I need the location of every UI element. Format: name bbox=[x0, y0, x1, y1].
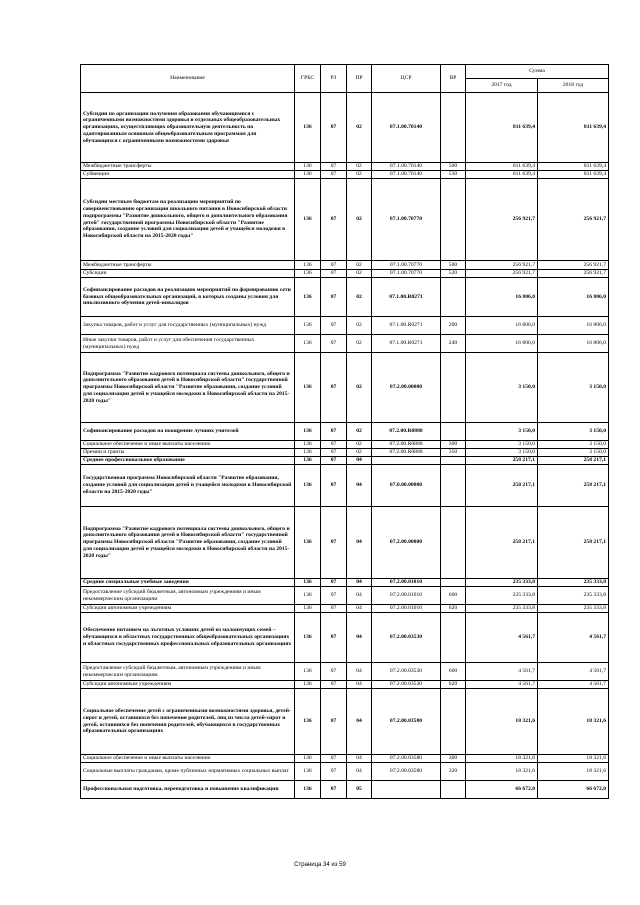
cell-grbs: 136 bbox=[295, 755, 321, 763]
cell-csr: 07.1.00.70140 bbox=[372, 163, 441, 171]
cell-rz: 07 bbox=[321, 457, 347, 465]
cell-name: Премии и гранты bbox=[81, 449, 295, 457]
cell-sum-2017: 3 150,0 bbox=[466, 423, 538, 441]
cell-rz: 07 bbox=[321, 465, 347, 507]
cell-vr: 620 bbox=[441, 605, 466, 613]
cell-grbs: 136 bbox=[295, 93, 321, 163]
cell-sum-2018: 4 561,7 bbox=[538, 613, 609, 663]
cell-rz: 07 bbox=[321, 441, 347, 449]
cell-name: Софинансирование расходов на поощрение лучших учителей bbox=[81, 423, 295, 441]
cell-grbs: 136 bbox=[295, 278, 321, 317]
cell-name: Субсидии по организации получения образования обучающимися с ограниченными возможностями здоровья в отдельных общеобразовательных организациях, осуществляющих образовательную деятельность по адаптированным основным общеобразовательным программам для обучающихся с ограниченными возможностями здоровья bbox=[81, 93, 295, 163]
cell-rz: 07 bbox=[321, 270, 347, 278]
cell-sum-2017: 256 921,7 bbox=[466, 261, 538, 270]
cell-name: Предоставление субсидий бюджетным, автономным учреждениям и иным некоммерческим организациям bbox=[81, 587, 295, 605]
cell-csr: 07.2.00.R0880 bbox=[372, 449, 441, 457]
cell-name: Предоставление субсидий бюджетным, автономным учреждениям и иным некоммерческим организациям bbox=[81, 663, 295, 681]
cell-pr: 02 bbox=[347, 179, 372, 261]
cell-grbs: 136 bbox=[295, 781, 321, 799]
cell-sum-2018: 16 806,0 bbox=[538, 278, 609, 317]
header-name: Наименование bbox=[81, 65, 295, 93]
cell-sum-2017: 3 150,0 bbox=[466, 353, 538, 423]
cell-pr: 04 bbox=[347, 605, 372, 613]
cell-pr: 02 bbox=[347, 93, 372, 163]
cell-rz: 07 bbox=[321, 353, 347, 423]
cell-grbs: 136 bbox=[295, 763, 321, 781]
header-sum: Сумма bbox=[466, 65, 609, 79]
cell-pr: 04 bbox=[347, 763, 372, 781]
cell-sum-2018: 16 806,0 bbox=[538, 317, 609, 335]
cell-name: Среднее профессиональное образование bbox=[81, 457, 295, 465]
cell-csr: 07.2.00.03580 bbox=[372, 755, 441, 763]
cell-rz: 07 bbox=[321, 689, 347, 755]
cell-sum-2018: 811 639,4 bbox=[538, 163, 609, 171]
cell-csr: 07.2.00.00000 bbox=[372, 353, 441, 423]
cell-sum-2017: 258 217,1 bbox=[466, 465, 538, 507]
cell-grbs: 136 bbox=[295, 441, 321, 449]
cell-pr: 02 bbox=[347, 441, 372, 449]
table-row bbox=[81, 317, 609, 335]
cell-sum-2017: 3 150,0 bbox=[466, 441, 538, 449]
cell-sum-2017: 811 639,4 bbox=[466, 93, 538, 163]
cell-vr: 320 bbox=[441, 763, 466, 781]
cell-sum-2018: 811 639,4 bbox=[538, 93, 609, 163]
cell-grbs: 136 bbox=[295, 261, 321, 270]
cell-rz: 07 bbox=[321, 93, 347, 163]
cell-vr: 600 bbox=[441, 663, 466, 681]
cell-grbs: 136 bbox=[295, 587, 321, 605]
cell-grbs: 136 bbox=[295, 317, 321, 335]
table-row bbox=[81, 441, 609, 449]
cell-sum-2017: 18 321,6 bbox=[466, 755, 538, 763]
cell-vr bbox=[441, 423, 466, 441]
cell-csr bbox=[372, 781, 441, 799]
cell-csr: 07.2.00.03530 bbox=[372, 681, 441, 689]
cell-csr: 07.2.00.01010 bbox=[372, 587, 441, 605]
cell-grbs: 136 bbox=[295, 613, 321, 663]
header-year-2017: 2017 год bbox=[466, 79, 538, 93]
cell-csr: 07.2.00.01010 bbox=[372, 605, 441, 613]
cell-name: Обеспечение питанием на льготных условиях детей из малоимущих семей – обучающихся в областных государственных общеобразовательных организациях и областных государственных профессиональных образовательных организациях bbox=[81, 613, 295, 663]
table-row bbox=[81, 261, 609, 270]
cell-rz: 07 bbox=[321, 423, 347, 441]
cell-sum-2018: 18 321,6 bbox=[538, 763, 609, 781]
cell-vr bbox=[441, 93, 466, 163]
cell-pr: 04 bbox=[347, 689, 372, 755]
cell-csr: 07.1.00.70140 bbox=[372, 93, 441, 163]
cell-rz: 07 bbox=[321, 163, 347, 171]
table-row bbox=[81, 449, 609, 457]
cell-vr: 600 bbox=[441, 587, 466, 605]
table-header bbox=[81, 65, 609, 93]
cell-grbs: 136 bbox=[295, 579, 321, 587]
cell-pr: 04 bbox=[347, 587, 372, 605]
cell-vr: 200 bbox=[441, 317, 466, 335]
cell-csr: 07.2.00.03530 bbox=[372, 663, 441, 681]
cell-grbs: 136 bbox=[295, 449, 321, 457]
cell-rz: 07 bbox=[321, 171, 347, 179]
cell-vr: 500 bbox=[441, 163, 466, 171]
cell-csr: 07.2.00.R0880 bbox=[372, 423, 441, 441]
cell-pr: 02 bbox=[347, 353, 372, 423]
cell-rz: 07 bbox=[321, 179, 347, 261]
cell-sum-2017: 811 639,4 bbox=[466, 163, 538, 171]
cell-rz: 07 bbox=[321, 261, 347, 270]
table-row bbox=[81, 163, 609, 171]
cell-name: Субсидии автономным учреждениям bbox=[81, 605, 295, 613]
cell-pr: 05 bbox=[347, 781, 372, 799]
cell-grbs: 136 bbox=[295, 423, 321, 441]
cell-sum-2017: 18 321,6 bbox=[466, 763, 538, 781]
table-row bbox=[81, 663, 609, 681]
cell-name: Закупка товаров, работ и услуг для государственных (муниципальных) нужд bbox=[81, 317, 295, 335]
cell-rz: 07 bbox=[321, 579, 347, 587]
header-year-2018: 2018 год bbox=[538, 79, 609, 93]
cell-vr: 500 bbox=[441, 261, 466, 270]
cell-sum-2017: 4 561,7 bbox=[466, 681, 538, 689]
cell-rz: 07 bbox=[321, 317, 347, 335]
cell-pr: 02 bbox=[347, 278, 372, 317]
table-row bbox=[81, 278, 609, 317]
cell-name: Иные закупки товаров, работ и услуг для обеспечения государственных (муниципальных) нужд bbox=[81, 335, 295, 353]
header-vr: ВР bbox=[441, 65, 466, 93]
cell-name: Субсидии автономным учреждениям bbox=[81, 681, 295, 689]
cell-sum-2017: 258 217,1 bbox=[466, 457, 538, 465]
table-row bbox=[81, 270, 609, 278]
cell-vr bbox=[441, 781, 466, 799]
cell-sum-2018: 258 217,1 bbox=[538, 457, 609, 465]
cell-sum-2018: 235 333,8 bbox=[538, 579, 609, 587]
cell-sum-2018: 66 672,0 bbox=[538, 781, 609, 799]
cell-vr bbox=[441, 465, 466, 507]
cell-sum-2017: 256 921,7 bbox=[466, 270, 538, 278]
cell-vr bbox=[441, 613, 466, 663]
cell-name: Социальное обеспечение и иные выплаты населению bbox=[81, 755, 295, 763]
header-rz: РЗ bbox=[321, 65, 347, 93]
cell-sum-2017: 3 150,0 bbox=[466, 449, 538, 457]
cell-csr: 07.1.00.R0271 bbox=[372, 335, 441, 353]
cell-sum-2017: 66 672,0 bbox=[466, 781, 538, 799]
table-row bbox=[81, 93, 609, 163]
cell-sum-2018: 258 217,1 bbox=[538, 465, 609, 507]
budget-table-container bbox=[80, 64, 608, 799]
table-row bbox=[81, 763, 609, 781]
cell-name: Субсидии местным бюджетам на реализацию мероприятий по совершенствованию организации школьного питания в Новосибирской области подпрограммы "Развитие дошкольного, общего и дополнительного образования детей" государственной программы Новосибирской области "Развитие образования, создание условий для социализации детей и учащейся молодежи в Новосибирской области на 2015-2020 годы" bbox=[81, 179, 295, 261]
cell-csr bbox=[372, 457, 441, 465]
cell-csr: 07.2.00.03580 bbox=[372, 763, 441, 781]
table-row bbox=[81, 781, 609, 799]
table-row bbox=[81, 613, 609, 663]
cell-grbs: 136 bbox=[295, 270, 321, 278]
cell-grbs: 136 bbox=[295, 179, 321, 261]
cell-grbs: 136 bbox=[295, 353, 321, 423]
table-row bbox=[81, 605, 609, 613]
cell-sum-2018: 256 921,7 bbox=[538, 270, 609, 278]
cell-vr bbox=[441, 579, 466, 587]
cell-csr: 07.2.00.01010 bbox=[372, 579, 441, 587]
cell-pr: 04 bbox=[347, 507, 372, 579]
cell-vr bbox=[441, 353, 466, 423]
cell-grbs: 136 bbox=[295, 681, 321, 689]
table-row bbox=[81, 587, 609, 605]
cell-sum-2017: 16 806,0 bbox=[466, 335, 538, 353]
cell-name: Межбюджетные трансферты bbox=[81, 163, 295, 171]
cell-rz: 07 bbox=[321, 781, 347, 799]
page-footer: Страница 34 из 59 bbox=[294, 862, 346, 868]
cell-name: Софинансирование расходов на реализацию мероприятий по формированию сети базовых общеобразовательных организаций, в которых созданы условия для инклюзивного обучения детей-инвалидов bbox=[81, 278, 295, 317]
cell-sum-2018: 256 921,7 bbox=[538, 179, 609, 261]
cell-csr: 07.1.00.70140 bbox=[372, 171, 441, 179]
cell-sum-2017: 235 333,8 bbox=[466, 587, 538, 605]
cell-name: Межбюджетные трансферты bbox=[81, 261, 295, 270]
cell-pr: 04 bbox=[347, 663, 372, 681]
cell-sum-2018: 3 150,0 bbox=[538, 353, 609, 423]
cell-name: Средние специальные учебные заведения bbox=[81, 579, 295, 587]
cell-vr bbox=[441, 457, 466, 465]
cell-sum-2018: 235 333,8 bbox=[538, 605, 609, 613]
cell-csr: 07.1.00.70770 bbox=[372, 179, 441, 261]
cell-vr: 240 bbox=[441, 335, 466, 353]
cell-sum-2018: 3 150,0 bbox=[538, 441, 609, 449]
cell-pr: 02 bbox=[347, 261, 372, 270]
table-row bbox=[81, 353, 609, 423]
cell-name: Социальное обеспечение и иные выплаты населению bbox=[81, 441, 295, 449]
table-row bbox=[81, 171, 609, 179]
cell-rz: 07 bbox=[321, 335, 347, 353]
cell-name: Субвенции bbox=[81, 171, 295, 179]
cell-sum-2017: 4 561,7 bbox=[466, 663, 538, 681]
cell-sum-2018: 18 321,6 bbox=[538, 689, 609, 755]
cell-rz: 07 bbox=[321, 587, 347, 605]
header-pr: ПР bbox=[347, 65, 372, 93]
cell-rz: 07 bbox=[321, 763, 347, 781]
table-row bbox=[81, 755, 609, 763]
table-row bbox=[81, 681, 609, 689]
cell-sum-2017: 16 806,0 bbox=[466, 278, 538, 317]
cell-csr: 07.2.00.03530 bbox=[372, 613, 441, 663]
cell-rz: 07 bbox=[321, 605, 347, 613]
table-row bbox=[81, 465, 609, 507]
cell-pr: 02 bbox=[347, 171, 372, 179]
cell-sum-2018: 256 921,7 bbox=[538, 261, 609, 270]
cell-csr: 07.1.00.R0271 bbox=[372, 278, 441, 317]
header-csr: ЦСР bbox=[372, 65, 441, 93]
cell-rz: 07 bbox=[321, 755, 347, 763]
cell-vr: 300 bbox=[441, 441, 466, 449]
cell-sum-2018: 258 217,1 bbox=[538, 507, 609, 579]
cell-sum-2018: 18 321,6 bbox=[538, 755, 609, 763]
cell-csr: 07.1.00.70770 bbox=[372, 270, 441, 278]
cell-grbs: 136 bbox=[295, 689, 321, 755]
cell-name: Подпрограмма "Развитие кадрового потенциала системы дошкольного, общего и дополнительного образования детей в Новосибирской области" государственной программы Новосибирской области "Развитие образования, создание условий для социализации детей и учащейся молодежи в Новосибирской области на 2015-2020 годы" bbox=[81, 353, 295, 423]
cell-sum-2017: 811 639,4 bbox=[466, 171, 538, 179]
cell-pr: 04 bbox=[347, 613, 372, 663]
cell-rz: 07 bbox=[321, 613, 347, 663]
table-row bbox=[81, 507, 609, 579]
cell-csr: 07.0.00.00000 bbox=[372, 465, 441, 507]
cell-name: Государственная программа Новосибирской области "Развитие образования, создание условий для социализации детей и учащейся молодежи в Новосибирской области на 2015-2020 годы" bbox=[81, 465, 295, 507]
cell-vr: 530 bbox=[441, 171, 466, 179]
cell-grbs: 136 bbox=[295, 335, 321, 353]
cell-grbs: 136 bbox=[295, 465, 321, 507]
cell-sum-2017: 256 921,7 bbox=[466, 179, 538, 261]
cell-rz: 07 bbox=[321, 681, 347, 689]
cell-name: Субсидии bbox=[81, 270, 295, 278]
cell-pr: 02 bbox=[347, 423, 372, 441]
cell-grbs: 136 bbox=[295, 507, 321, 579]
cell-grbs: 136 bbox=[295, 605, 321, 613]
cell-sum-2018: 16 806,0 bbox=[538, 335, 609, 353]
table-row bbox=[81, 457, 609, 465]
cell-sum-2018: 3 150,0 bbox=[538, 423, 609, 441]
cell-csr: 07.2.00.R0880 bbox=[372, 441, 441, 449]
cell-csr: 07.2.00.00000 bbox=[372, 507, 441, 579]
cell-sum-2017: 18 321,6 bbox=[466, 689, 538, 755]
cell-grbs: 136 bbox=[295, 663, 321, 681]
cell-rz: 07 bbox=[321, 278, 347, 317]
cell-vr: 350 bbox=[441, 449, 466, 457]
cell-sum-2017: 16 806,0 bbox=[466, 317, 538, 335]
table-row bbox=[81, 579, 609, 587]
cell-sum-2018: 4 561,7 bbox=[538, 681, 609, 689]
cell-vr bbox=[441, 179, 466, 261]
cell-rz: 07 bbox=[321, 449, 347, 457]
table-body bbox=[81, 93, 609, 799]
cell-pr: 02 bbox=[347, 317, 372, 335]
cell-pr: 02 bbox=[347, 270, 372, 278]
cell-csr: 07.2.00.03580 bbox=[372, 689, 441, 755]
cell-vr: 520 bbox=[441, 270, 466, 278]
cell-name: Профессиональная подготовка, переподготовка и повышение квалификации bbox=[81, 781, 295, 799]
cell-vr: 300 bbox=[441, 755, 466, 763]
cell-vr: 620 bbox=[441, 681, 466, 689]
cell-sum-2018: 3 150,0 bbox=[538, 449, 609, 457]
table-row bbox=[81, 689, 609, 755]
cell-sum-2018: 811 639,4 bbox=[538, 171, 609, 179]
cell-grbs: 136 bbox=[295, 163, 321, 171]
cell-pr: 04 bbox=[347, 579, 372, 587]
table-row bbox=[81, 423, 609, 441]
table-row bbox=[81, 179, 609, 261]
cell-csr: 07.1.00.R0271 bbox=[372, 317, 441, 335]
cell-vr bbox=[441, 507, 466, 579]
cell-sum-2018: 4 561,7 bbox=[538, 663, 609, 681]
cell-pr: 04 bbox=[347, 681, 372, 689]
cell-sum-2017: 258 217,1 bbox=[466, 507, 538, 579]
cell-pr: 02 bbox=[347, 163, 372, 171]
cell-pr: 04 bbox=[347, 755, 372, 763]
cell-pr: 04 bbox=[347, 457, 372, 465]
cell-pr: 02 bbox=[347, 335, 372, 353]
cell-pr: 02 bbox=[347, 449, 372, 457]
cell-csr: 07.1.00.70770 bbox=[372, 261, 441, 270]
cell-vr bbox=[441, 278, 466, 317]
cell-rz: 07 bbox=[321, 507, 347, 579]
cell-pr: 04 bbox=[347, 465, 372, 507]
header-grbs: ГРБС bbox=[295, 65, 321, 93]
cell-sum-2017: 235 333,8 bbox=[466, 579, 538, 587]
cell-grbs: 136 bbox=[295, 457, 321, 465]
cell-sum-2017: 235 333,8 bbox=[466, 605, 538, 613]
budget-table bbox=[80, 64, 609, 799]
cell-name: Подпрограмма "Развитие кадрового потенциала системы дошкольного, общего и дополнительного образования детей в Новосибирской области" государственной программы Новосибирской области "Развитие образования, создание условий для социализации детей и учащейся молодежи в Новосибирской области на 2015-2020 годы" bbox=[81, 507, 295, 579]
cell-rz: 07 bbox=[321, 663, 347, 681]
cell-grbs: 136 bbox=[295, 171, 321, 179]
cell-name: Социальное обеспечение детей с ограниченными возможностями здоровья, детей-сирот и детей, оставшихся без попечения родителей, лиц из числа детей-сирот и детей, оставшихся без попечения родителей, обучающихся в государственных образовательных организациях bbox=[81, 689, 295, 755]
table-row bbox=[81, 335, 609, 353]
cell-sum-2018: 235 333,8 bbox=[538, 587, 609, 605]
cell-sum-2017: 4 561,7 bbox=[466, 613, 538, 663]
cell-vr bbox=[441, 689, 466, 755]
cell-name: Социальные выплаты гражданам, кроме публичных нормативных социальных выплат bbox=[81, 763, 295, 781]
